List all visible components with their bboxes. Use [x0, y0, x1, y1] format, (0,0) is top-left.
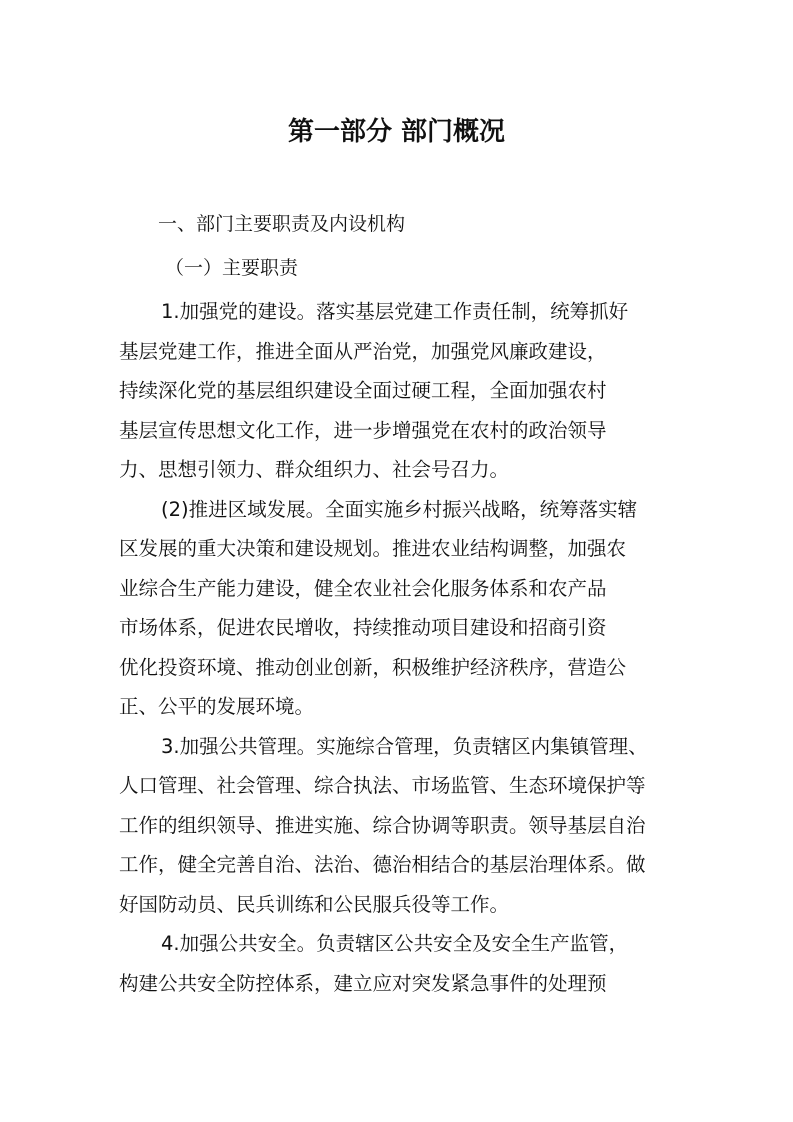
text-line: 基层宣传思想文化工作，进一步增强党在农村的政治领导 [119, 418, 607, 442]
text-line: 工作，健全完善自治、法治、德治相结合的基层治理体系。做 [119, 853, 646, 876]
text-line: 3.加强公共管理。实施综合管理，负责辖区内集镇管理、 [161, 734, 648, 758]
page-title: 第一部分 部门概况 [287, 117, 506, 147]
subsection-heading: （一）主要职责 [165, 257, 299, 279]
text-line: (2)推进区域发展。全面实施乡村振兴战略，统筹落实辖 [161, 497, 638, 521]
text-line: 构建公共安全防控体系，建立应对突发紧急事件的处理预 [119, 971, 607, 995]
section-heading: 一、部门主要职责及内设机构 [158, 213, 406, 235]
text-line: 正、公平的发展环境。 [119, 695, 315, 718]
text-line: 1.加强党的建设。落实基层党建工作责任制，统筹抓好 [161, 300, 629, 323]
body-text [119, 292, 689, 1003]
text-line: 人口管理、社会管理、综合执法、市场监管、生态环境保护等 [119, 774, 646, 797]
text-line: 4.加强公共安全。负责辖区公共安全及安全生产监管， [161, 932, 629, 955]
text-line: 工作的组织领导、推进实施、综合协调等职责。领导基层自治 [119, 813, 646, 837]
text-line: 业综合生产能力建设，健全农业社会化服务体系和农产品 [119, 576, 607, 600]
text-line: 力、思想引领力、群众组织力、社会号召力。 [119, 458, 510, 481]
text-line: 基层党建工作，推进全面从严治党，加强党风廉政建设， [119, 339, 607, 363]
text-line: 市场体系，促进农民增收，持续推动项目建设和招商引资 [119, 616, 607, 639]
text-line: 区发展的重大决策和建设规划。推进农业结构调整，加强农 [119, 537, 627, 560]
text-line: 持续深化党的基层组织建设全面过硬工程，全面加强农村 [119, 379, 607, 402]
text-line: 优化投资环境、推动创业创新，积极维护经济秩序，营造公 [119, 655, 627, 679]
text-line: 好国防动员、民兵训练和公民服兵役等工作。 [119, 892, 510, 916]
